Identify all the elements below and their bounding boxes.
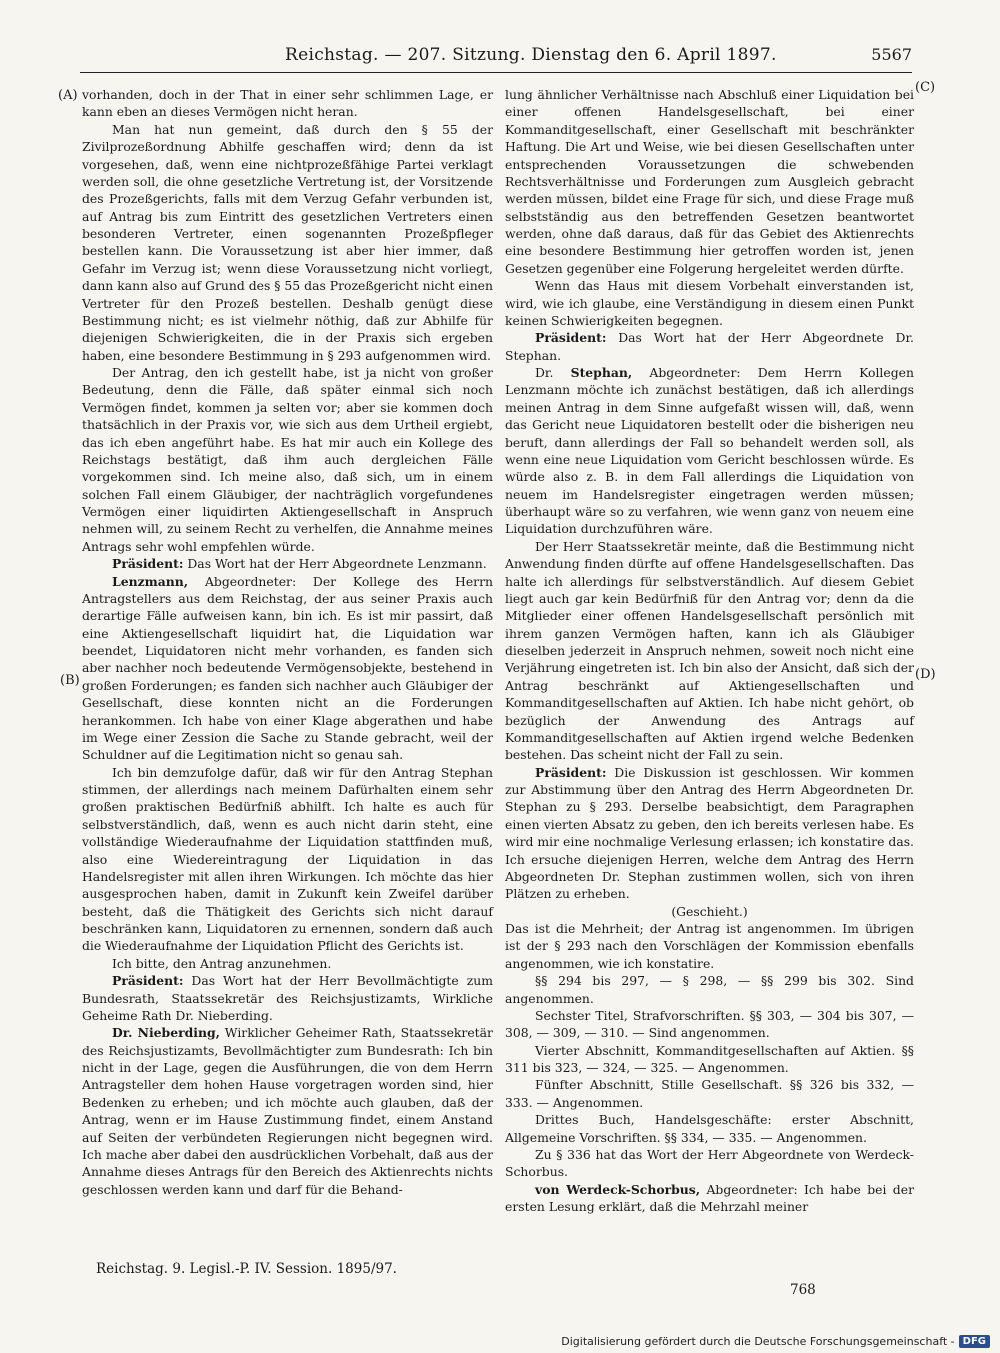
stage-direction: (Geschieht.) [671, 903, 748, 919]
paragraph: Ich bin demzufolge dafür, daß wir für den Antrag Stephan stimmen, der allerdings nach meinem Dafürhalten einem sehr großen praktischen Bedürfniß abhilft. Ich halte es auch für selbstverständlich, daß, wenn es auch nicht darin steht, eine vollständige Wiederaufnahme der Liquidation stattfinden muß, also eine Wiedereintragung der Liquidation in das Handelsregister mit allen ihren Wirkungen. Ich möchte das hier ausgesprochen haben, damit in Zukunft kein Zweifel darüber besteht, daß die Thätigkeit des Gerichts sich nicht darauf beschränken kann, Liquidatoren zu ernennen, sondern daß auch die Wiederaufnahme der Liquidation Pflicht des Gerichts ist. [82, 764, 493, 954]
margin-letter-a: (A) [58, 88, 78, 103]
page-number: 5567 [871, 45, 912, 64]
paragraph: Zu § 336 hat das Wort der Herr Abgeordnete von Werdeck-Schorbus. [505, 1146, 914, 1180]
paragraph: Präsident: Das Wort hat der Herr Bevollmächtigte zum Bundesrath, Staatssekretär des Reichsjustizamts, Wirkliche Geheime Rath Dr. Nieberding. [82, 973, 493, 1023]
paragraph: von Werdeck-Schorbus, Abgeordneter: Ich habe bei der ersten Lesung erklärt, daß die Mehrzahl meiner [505, 1181, 914, 1214]
paragraph: lung ähnlicher Verhältnisse nach Abschluß einer Liquidation bei einer offenen Handelsgesellschaft, bei einer Kommanditgesellschaft, einer Gesellschaft mit beschränkter Haftung. Die Art und Weise, wie bei diesen Gesellschaften unter entsprechenden Voraussetzungen die schwebenden Rechtsverhältnisse und Forderungen zum Ausgleich gebracht werden müssen, bildet eine Frage für sich, und diese Frage muß selbstständig aus den betreffenden Gesetzen beantwortet werden, ohne daß daraus, daß für das Gebiet des Aktienrechts eine besondere Bestimmung hier getroffen worden ist, jenen Gesetzen gegenüber eine Folgerung hergeleitet werden dürfte. [505, 87, 914, 276]
speaker-name: Präsident: [112, 973, 184, 989]
dfg-credit-text: Digitalisierung gefördert durch die Deutsche Forschungsgemeinschaft - [561, 1335, 955, 1348]
speaker-name: Lenzmann, [112, 573, 189, 589]
paragraph: Dr. Nieberding, Wirklicher Geheimer Rath, Staatssekretär des Reichsjustizamts, Bevollmächtigter zum Bundesrath: Ich bin nicht in der Lage, gegen die Ausführungen, die von dem Herrn Antragsteller dem hohen Hause vorgetragen worden sind, hier Bedenken zu erheben; und ich möchte auch glauben, daß der Antrag, wenn er im Hause Zustimmung findet, einem Anstand auf Seiten der verbündeten Regierungen nicht begegnen wird. Ich mache aber dabei den ausdrücklichen Vorbehalt, daß aus der Annahme dieses Antrags für den Bereich des Aktienrechts nichts geschlossen werden kann und darf für die Behand- [82, 1025, 493, 1197]
left-column [82, 86, 493, 1198]
speaker-name: Präsident: [535, 330, 607, 346]
paragraph: Dr. Stephan, Abgeordneter: Dem Herrn Kollegen Lenzmann möchte ich zunächst bestätigen, daß ich allerdings meinen Antrag in dem Sinne aufgefaßt wissen will, daß, wenn das Gericht neue Liquidatoren bestellt oder die bisherigen neu beruft, dann allerdings der Fall so behandelt werden soll, als wenn eine neue Liquidation vom Gericht beschlossen würde. Es würde also z. B. in dem Fall allerdings die Liquidation von neuem im Handelsregister eingetragen werden müssen; überhaupt wäre so zu verfahren, wie wenn ganz von neuem eine Liquidation durchzuführen wäre. [505, 365, 914, 537]
paragraph: Der Herr Staatssekretär meinte, daß die Bestimmung nicht Anwendung finden dürfte auf offene Handelsgesellschaften. Das halte ich allerdings für selbstverständlich. Auf diesem Gebiet liegt auch gar kein Bedürfniß für den Antrag vor; denn da die Mitglieder einer offenen Handelsgesellschaft persönlich mit ihrem ganzen Vermögen haften, kann ich als Gläubiger dieselben jederzeit in Anspruch nehmen, soweit noch nicht eine Verjährung eingetreten ist. Ich bin also der Ansicht, daß sich der Antrag beschränkt auf Aktiengesellschaften und Kommanditgesellschaften auf Aktien. Ich habe nicht gehört, ob bezüglich der Anwendung des Antrags auf Kommanditgesellschaften auf Aktien irgend welche Bedenken bestehen. Das scheint nicht der Fall zu sein. [505, 538, 914, 763]
paragraph: vorhanden, doch in der That in einer sehr schlimmen Lage, er kann eben an dieses Vermögen nicht heran. [82, 87, 493, 120]
paragraph: Lenzmann, Abgeordneter: Der Kollege des Herrn Antragstellers aus dem Reichstag, der aus seiner Praxis auch derartige Fälle aufweisen kann, bin ich. Es ist mir passirt, daß eine Aktiengesellschaft liquidirt hat, die Liquidation war beendet, Liquidatoren nicht mehr vorhanden, es fanden sich aber nachher noch bedeutende Vermögensobjekte, bestehend in großen Forderungen; es fanden sich nachher auch Gläubiger der Gesellschaft, diese konnten nicht an die Forderungen herankommen. Ich habe von einer Klage abgerathen und habe im Wege einer Zession die Sache zu Stande gebracht, weil der Schuldner auf die Legitimation nicht so genau sah. [82, 573, 493, 763]
paragraph: Präsident: Das Wort hat der Herr Abgeordnete Lenzmann. [112, 556, 487, 572]
paragraph: Sechster Titel, Strafvorschriften. §§ 303, — 304 bis 307, — 308, — 309, — 310. — Sind angenommen. [505, 1007, 914, 1041]
right-column [505, 86, 914, 1215]
speaker-name: Präsident: [112, 556, 184, 572]
margin-letter-c: (C) [915, 80, 936, 95]
sheet-number: 768 [790, 1282, 816, 1298]
paragraph: Der Antrag, den ich gestellt habe, ist ja nicht von großer Bedeutung, denn die Fälle, daß später einmal sich noch Vermögen findet, kommen ja selten vor; aber sie kommen doch thatsächlich in der Praxis vor, wie sich aus dem Urtheil ergiebt, das ich eben angeführt habe. Es hat mir auch ein Kollege des Reichstags bestätigt, daß ihm auch dergleichen Fälle vorgekommen sind. Ich meine also, daß sich, um in einem solchen Fall einem Gläubiger, der nachträglich vorgefundenes Vermögen einer liquidirten Aktiengesellschaft in Anspruch nehmen will, zu seinem Recht zu verhelfen, die Annahme meines Antrags sehr wohl empfehlen würde. [82, 365, 493, 554]
paragraph: §§ 294 bis 297, — § 298, — §§ 299 bis 302. Sind angenommen. [505, 973, 914, 1006]
speaker-name: Dr. Nieberding, [112, 1025, 220, 1041]
speaker-name: Präsident: [535, 764, 607, 780]
paragraph: Man hat nun gemeint, daß durch den § 55 der Zivilprozeßordnung Abhilfe geschaffen wird; denn da ist vorgesehen, daß, wenn eine nichtprozeßfähige Partei verklagt werden soll, die ohne gesetzliche Vertretung ist, der Vorsitzende des Prozeßgerichts, falls mit dem Verzug Gefahr verbunden ist, auf Antrag bis zum Eintritt des gesetzlichen Vertreters einen besonderen Vertreter, einen sogenannten Prozeßpfleger bestellen kann. Die Voraussetzung ist aber hier immer, daß Gefahr im Verzug ist; wenn diese Voraussetzung nicht vorliegt, dann kann also auf Grund des § 55 das Prozeßgericht nicht einen Vertreter für den Prozeß bestellen. Deshalb genügt diese Bestimmung nicht; es ist vielmehr nöthig, daß zur Abhilfe für diejenigen Schwierigkeiten, die in der Praxis sich ergeben haben, eine besondere Bestimmung in § 293 aufgenommen wird. [82, 121, 493, 363]
paragraph: Ich bitte, den Antrag anzunehmen. [112, 955, 332, 971]
margin-letter-b: (B) [60, 673, 80, 688]
paragraph: Vierter Abschnitt, Kommanditgesellschaften auf Aktien. §§ 311 bis 323, — 324, — 325. — Angenommen. [505, 1042, 914, 1075]
dfg-credit [561, 1335, 990, 1348]
paragraph: Präsident: Die Diskussion ist geschlossen. Wir kommen zur Abstimmung über den Antrag des Herrn Abgeordneten Dr. Stephan zu § 293. Derselbe beabsichtigt, dem Paragraphen einen vierten Absatz zu geben, den ich bereits verlesen habe. Es wird mir eine nochmalige Verlesung erlassen; ich konstatire das. Ich ersuche diejenigen Herren, welche dem Antrag des Herrn Abgeordneten Dr. Stephan zustimmen wollen, sich von ihren Plätzen zu erheben. [505, 764, 914, 902]
footer-session: Reichstag. 9. Legisl.-P. IV. Session. 1895/97. [96, 1261, 397, 1277]
paragraph: Wenn das Haus mit diesem Vorbehalt einverstanden ist, wird, wie ich glaube, eine Verständigung in diesem einen Punkt keinen Schwierigkeiten begegnen. [505, 278, 914, 328]
speaker-name: Stephan, [570, 365, 633, 380]
paragraph: Das ist die Mehrheit; der Antrag ist angenommen. Im übrigen ist der § 293 nach den Vorschlägen der Kommission ebenfalls angenommen, wie ich konstatire. [505, 921, 914, 971]
header-title: Reichstag. — 207. Sitzung. Dienstag den 6. April 1897. [285, 45, 777, 65]
paragraph: Fünfter Abschnitt, Stille Gesellschaft. §§ 326 bis 332, — 333. — Angenommen. [505, 1077, 914, 1110]
speaker-name: von Werdeck-Schorbus, [535, 1181, 701, 1197]
paragraph: Präsident: Das Wort hat der Herr Abgeordnete Dr. Stephan. [505, 330, 914, 363]
paragraph: Drittes Buch, Handelsgeschäfte: erster Abschnitt, Allgemeine Vorschriften. §§ 334, — 335. — Angenommen. [505, 1112, 914, 1145]
dfg-logo: DFG [959, 1335, 990, 1348]
page-header [80, 42, 912, 73]
margin-letter-d: (D) [915, 667, 936, 682]
